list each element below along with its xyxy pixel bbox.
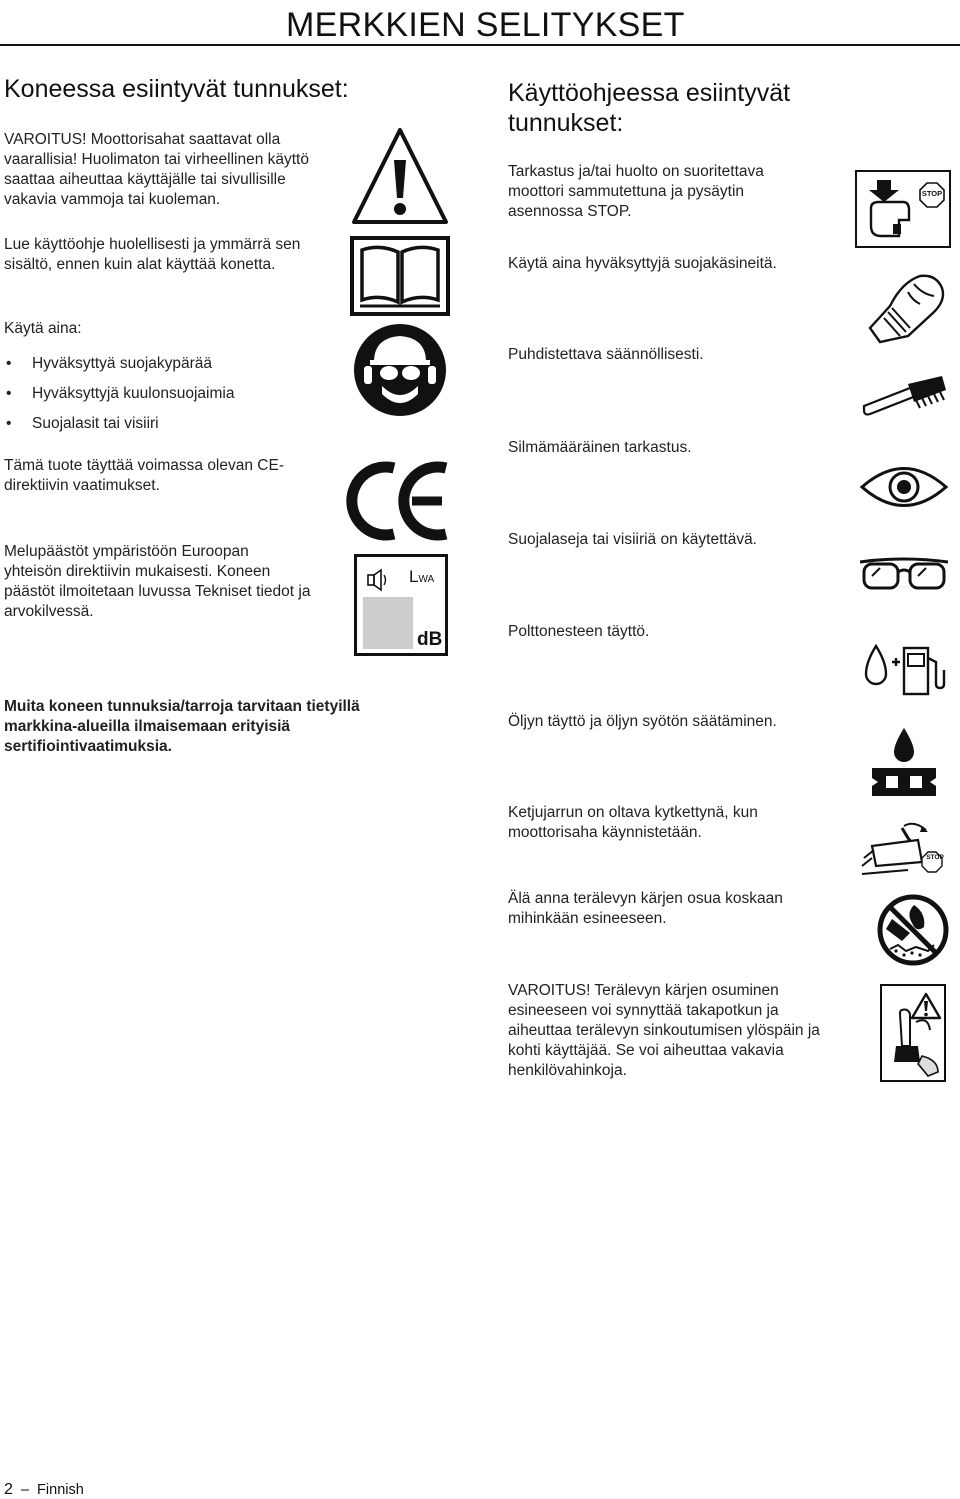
gloves-text: Käytä aina hyväksyttyjä suojakäsineitä. (508, 255, 777, 272)
right-heading (508, 78, 790, 138)
noise-text (4, 542, 310, 622)
other-symbols-line: Muita koneen tunnuksia/tarroja tarvitaan tietyillä (4, 698, 360, 715)
bullet-item (6, 354, 306, 374)
fuel-pump-icon (862, 640, 948, 698)
warning-line: vaarallisia! Huolimaton tai virheellinen käyttö (4, 151, 309, 168)
brush-icon (862, 376, 948, 420)
bullet-text: Suojalasit tai visiiri (32, 415, 159, 432)
bullet-dot-icon: • (6, 355, 12, 372)
ce-text (4, 456, 284, 496)
ce-mark-icon (350, 462, 454, 540)
other-symbols-line: markkina-alueilla ilmaisemaan erityisiä (4, 718, 291, 735)
page-title: MERKKIEN SELITYKSET (286, 6, 685, 44)
inspection-line: moottori sammutettuna ja pysäytin (508, 183, 745, 200)
cleaning-text: Puhdistettava säännöllisesti. (508, 346, 704, 363)
inspection-line: asennossa STOP. (508, 203, 632, 220)
inspection-line: Tarkastus ja/tai huolto on suoritettava (508, 163, 764, 180)
noise-line: päästöt ilmoitetaan luvussa Tekniset tiedot ja (4, 583, 311, 600)
goggles-text: Suojalaseja tai visiiriä on käytettävä. (508, 531, 757, 548)
kickback-line: aiheuttaa terälevyn sinkoutumisen ylöspäin ja (508, 1022, 820, 1039)
arrow-down-icon (863, 178, 913, 242)
kickback-line: VAROITUS! Terälevyn kärjen osuminen (508, 982, 779, 999)
footer-dash: – (20, 1482, 30, 1498)
inspection-stop-icon (855, 170, 951, 248)
bullet-text: Hyväksyttyjä kuulonsuojaimia (32, 385, 235, 402)
oil-text: Öljyn täyttö ja öljyn syötön säätäminen. (508, 713, 777, 730)
protective-equipment-icon (352, 322, 448, 418)
ce-line: direktiivin vaatimukset. (4, 477, 160, 494)
stop-label: STOP (921, 189, 943, 198)
warning-text (4, 130, 309, 210)
right-heading-line: tunnukset: (508, 109, 624, 137)
manual-book-icon (350, 236, 450, 316)
kickback-warning-icon (880, 984, 946, 1082)
chainsaw-kickback-icon (888, 1006, 944, 1080)
warning-line: saattaa aiheuttaa käyttäjälle tai sivullisille (4, 171, 286, 188)
page-number: 2 (4, 1481, 13, 1498)
tip-line: Älä anna terälevyn kärjen osua koskaan (508, 890, 783, 907)
chain-brake-icon (858, 818, 946, 880)
stop-label-small: STOP (926, 854, 944, 861)
always-use-label: Käytä aina: (4, 320, 82, 337)
read-manual-text (4, 235, 300, 275)
bullet-text: Hyväksyttyä suojakypärää (32, 355, 213, 372)
warning-triangle-icon (350, 126, 450, 226)
read-manual-line: sisältö, ennen kuin alat käyttää konetta. (4, 256, 276, 273)
ce-line: Tämä tuote täyttää voimassa olevan CE- (4, 457, 284, 474)
warning-line: VAROITUS! Moottorisahat saattavat olla (4, 131, 281, 148)
eye-icon (858, 458, 950, 516)
header-rule (0, 44, 960, 46)
kickback-line: henkilövahinkoja. (508, 1062, 627, 1079)
refuel-text: Polttonesteen täyttö. (508, 623, 650, 640)
bullet-item (6, 384, 306, 404)
other-symbols-line: sertifiointivaatimuksia. (4, 738, 172, 755)
lwa-label (409, 567, 434, 587)
kickback-line: kohti käyttäjää. Se voi aiheuttaa vakavia (508, 1042, 784, 1059)
speaker-icon (365, 567, 391, 593)
noise-line: arvokilvessä. (4, 603, 94, 620)
bullet-item (6, 414, 306, 434)
bullet-dot-icon: • (6, 415, 12, 432)
lwa-letter: L (409, 567, 419, 586)
oil-chain-icon (866, 726, 942, 802)
no-tip-contact-icon (876, 893, 950, 967)
read-manual-line: Lue käyttöohje huolellisesti ja ymmärrä sen (4, 236, 301, 253)
chain-brake-text (508, 803, 758, 843)
noise-line: Melupäästöt ympäristöön Euroopan (4, 543, 249, 560)
lwa-subscript: WA (418, 574, 435, 585)
left-heading: Koneessa esiintyvät tunnukset: (4, 75, 349, 103)
bullet-dot-icon: • (6, 385, 12, 402)
tip-text (508, 889, 783, 929)
page-footer (4, 1481, 84, 1499)
value-placeholder (363, 597, 413, 649)
goggles-icon (858, 556, 950, 590)
noise-label-box (354, 554, 448, 656)
other-symbols-text (4, 697, 360, 757)
visual-check-text: Silmämääräinen tarkastus. (508, 439, 692, 456)
right-heading-line: Käyttöohjeessa esiintyvät (508, 79, 791, 107)
footer-language: Finnish (37, 1482, 84, 1498)
tip-line: mihinkään esineeseen. (508, 910, 667, 927)
inspection-text (508, 162, 764, 222)
glove-icon (862, 270, 948, 346)
kickback-text (508, 981, 820, 1081)
page-header (0, 4, 960, 46)
chain-brake-line: moottorisaha käynnistetään. (508, 824, 702, 841)
db-label: dB (417, 629, 443, 650)
kickback-line: esineeseen voi synnyttää takapotkun ja (508, 1002, 779, 1019)
chain-brake-line: Ketjujarrun on oltava kytkettynä, kun (508, 804, 758, 821)
warning-line: vakavia vammoja tai kuoleman. (4, 191, 221, 208)
noise-line: yhteisön direktiivin mukaisesti. Koneen (4, 563, 271, 580)
